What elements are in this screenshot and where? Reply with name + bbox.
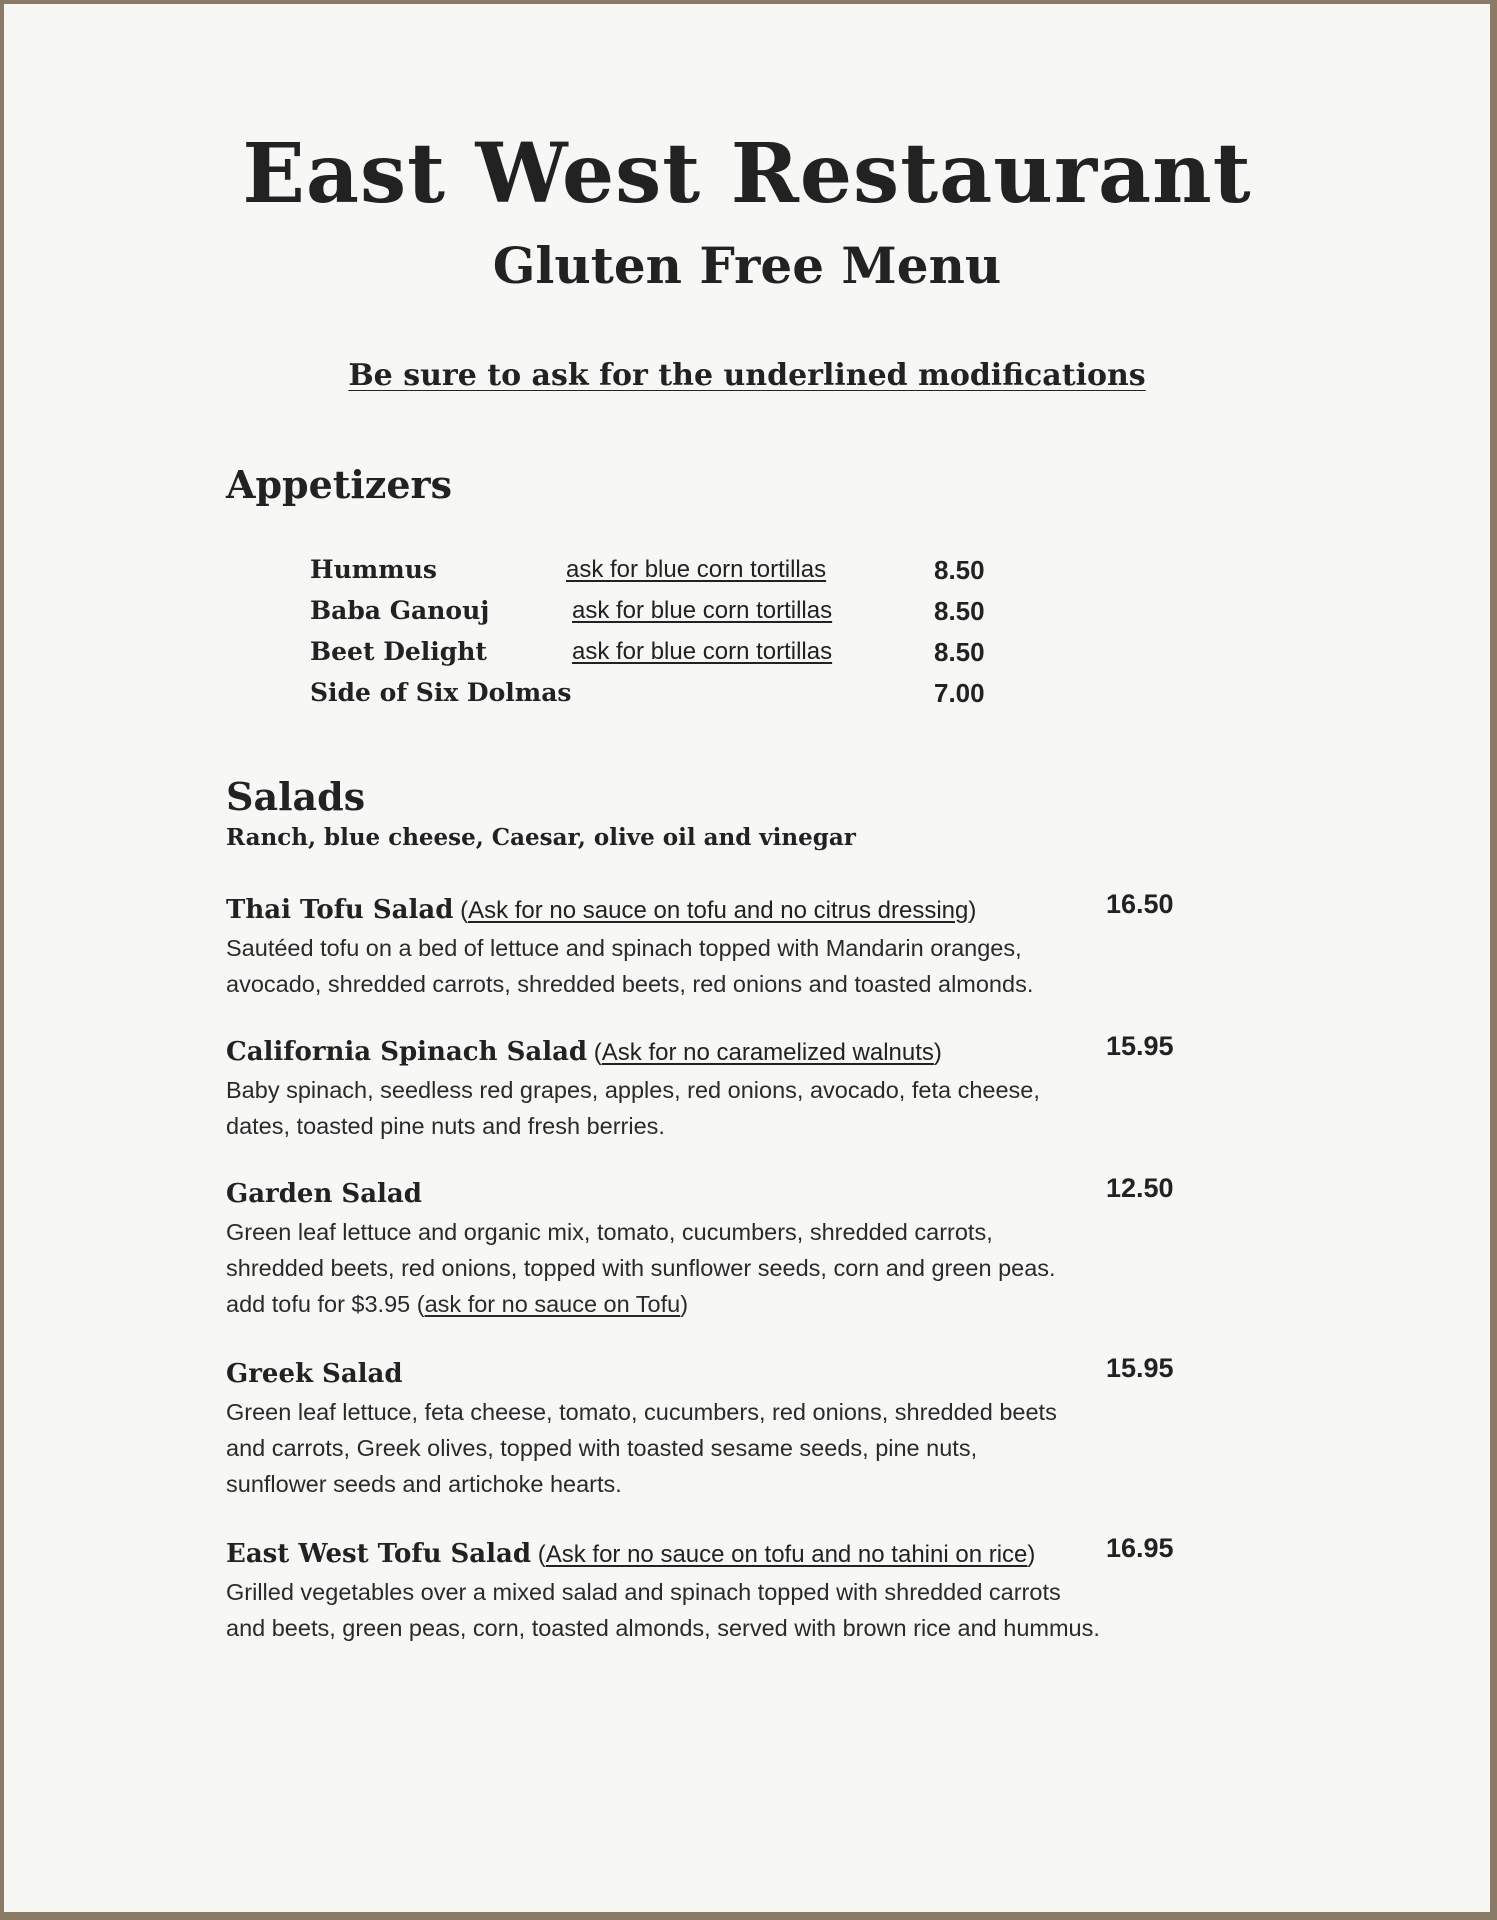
appetizer-modification: ask for blue corn tortillas [566, 556, 827, 583]
salad-item [226, 890, 1206, 1002]
salad-description: Sautéed tofu on a bed of lettuce and spinach topped with Mandarin oranges, avocado, shredded carrots, shredded beets, red onions and toasted almonds. [226, 935, 1034, 997]
appetizer-row [310, 673, 1010, 713]
menu-page [4, 4, 1490, 1912]
appetizer-modification: ask for blue corn tortillas [572, 597, 833, 624]
salad-description: Grilled vegetables over a mixed salad and spinach topped with shredded carrots and beets, green peas, corn, toasted almonds, served with brown rice and hummus. [226, 1579, 1100, 1641]
dressing-options: Ranch, blue cheese, Caesar, olive oil and vinegar [226, 824, 856, 851]
salad-item [226, 1174, 1206, 1322]
appetizer-name: Baba Ganouj [310, 596, 490, 625]
salad-description: Green leaf lettuce, feta cheese, tomato, cucumbers, red onions, shredded beets and carrots, Greek olives, topped with toasted sesame seeds, pine nuts, sunflower seeds and artichoke hearts. [226, 1399, 1057, 1497]
salad-price: 16.50 [1106, 889, 1174, 919]
salad-modification: (Ask for no sauce on tofu and no tahini on rice) [531, 1541, 1036, 1568]
notice-text: Be sure to ask for the underlined modifications [348, 358, 1146, 393]
appetizers-heading: Appetizers [226, 462, 452, 507]
salad-name: Greek Salad [226, 1359, 403, 1389]
salad-modification: (Ask for no sauce on tofu and no citrus dressing) [453, 897, 977, 924]
salad-description: Green leaf lettuce and organic mix, tomato, cucumbers, shredded carrots, shredded beets, red onions, topped with sunflower seeds, corn and green peas. add tofu for $3.95 (ask for no sauce on Tofu) [226, 1219, 1056, 1317]
appetizer-price: 8.50 [934, 596, 985, 626]
restaurant-name: East West Restaurant [242, 126, 1252, 222]
salad-modification: (Ask for no caramelized walnuts) [587, 1039, 942, 1066]
salad-name: Garden Salad [226, 1179, 422, 1209]
salad-name: California Spinach Salad [226, 1037, 588, 1067]
appetizer-price: 7.00 [934, 678, 985, 708]
salad-item [226, 1354, 1206, 1502]
appetizer-modification: ask for blue corn tortillas [572, 638, 833, 665]
salad-price: 16.95 [1106, 1533, 1174, 1563]
menu-title: Gluten Free Menu [492, 236, 1002, 295]
salad-price: 12.50 [1106, 1173, 1174, 1203]
appetizer-name: Hummus [310, 555, 437, 584]
appetizer-price: 8.50 [934, 637, 985, 667]
salad-name: East West Tofu Salad [226, 1539, 532, 1569]
salad-name: Thai Tofu Salad [226, 895, 454, 925]
salad-price: 15.95 [1106, 1353, 1174, 1383]
salad-price: 15.95 [1106, 1031, 1174, 1061]
appetizer-row [310, 632, 1010, 672]
salad-item [226, 1534, 1206, 1646]
salad-description: Baby spinach, seedless red grapes, apples, red onions, avocado, feta cheese, dates, toasted pine nuts and fresh berries. [226, 1077, 1040, 1139]
salad-item [226, 1032, 1206, 1144]
appetizer-name: Side of Six Dolmas [310, 678, 572, 707]
appetizer-row [310, 550, 1010, 590]
tofu-modification: ask for no sauce on Tofu [424, 1291, 681, 1317]
appetizer-name: Beet Delight [310, 637, 487, 666]
appetizer-price: 8.50 [934, 555, 985, 585]
modification-notice [4, 356, 1490, 396]
appetizer-row [310, 591, 1010, 631]
salads-heading: Salads [226, 774, 366, 819]
